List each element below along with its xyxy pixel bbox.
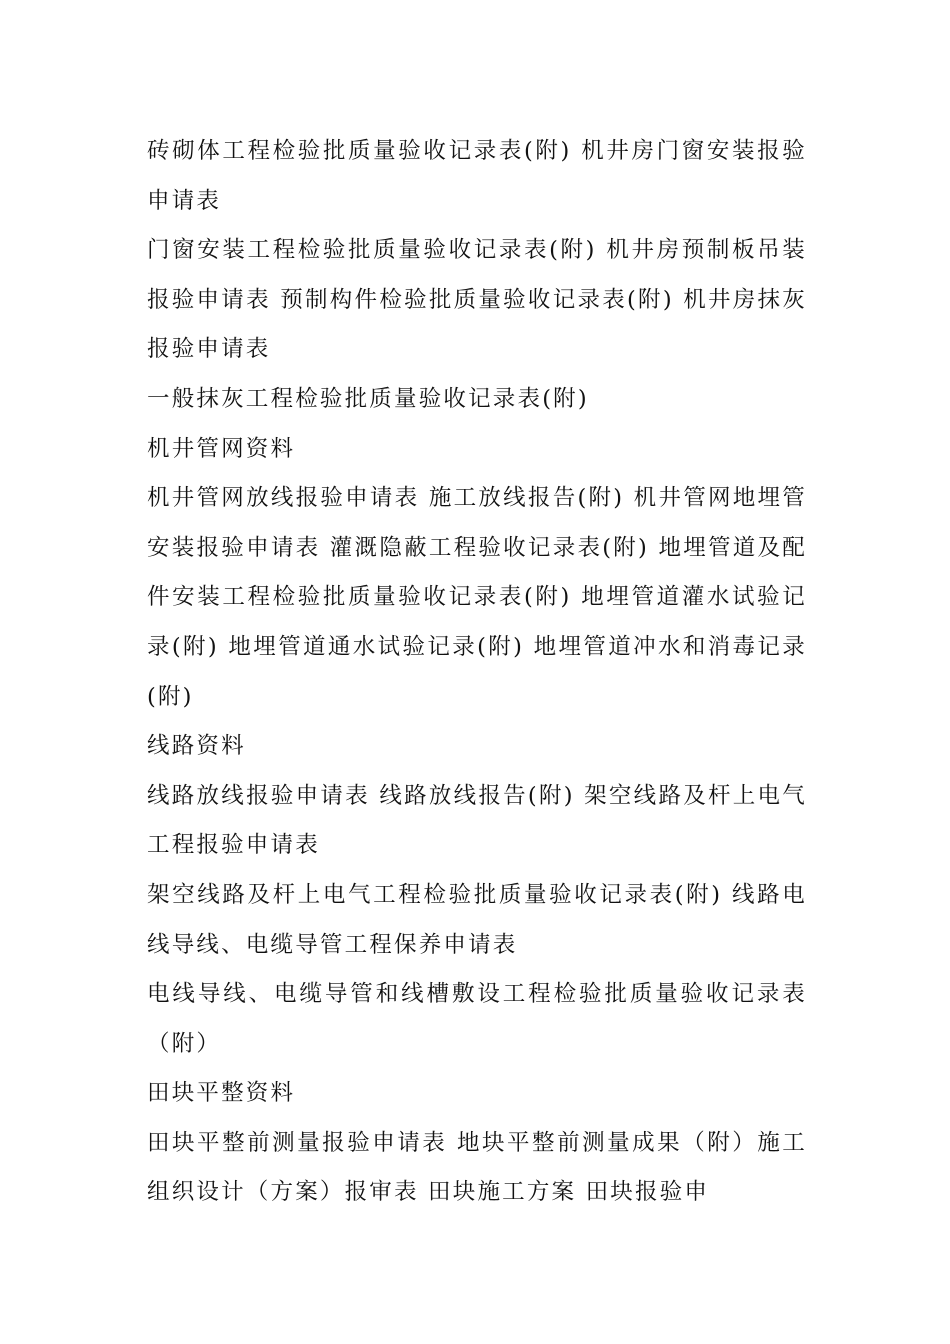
paragraph-cable-conduit-records: 电线导线、电缆导管和线槽敷设工程检验批质量验收记录表（附） — [147, 981, 807, 1057]
paragraph-overhead-line-records: 架空线路及杆上电气工程检验批质量验收记录表(附) 线路电线导线、电缆导管工程保养申请表 — [147, 881, 807, 958]
section-heading-well-pipe-network: 机井管网资料 — [147, 435, 296, 462]
paragraph-well-pipe-network-records: 机井管网放线报验申请表 施工放线报告(附) 机井管网地埋管安装报验申请表 灌溉隐蔽工程验收记录表(附) 地埋管道及配件安装工程检验批质量验收记录表(附) 地埋管道灌水试验记录(附) 地埋管道通水试验记录(附) 地埋管道冲水和消毒记录(附) — [147, 485, 807, 710]
paragraph-field-leveling-records: 田块平整前测量报验申请表 地块平整前测量成果（附）施工组织设计（方案）报审表 田块施工方案 田块报验申 — [147, 1129, 807, 1206]
paragraph-line-layout-records: 线路放线报验申请表 线路放线报告(附) 架空线路及杆上电气工程报验申请表 — [147, 782, 807, 859]
document-body — [147, 127, 807, 1218]
paragraph-door-window-records: 门窗安装工程检验批质量验收记录表(附) 机井房预制板吊装报验申请表 预制构件检验批质量验收记录表(附) 机井房抹灰报验申请表 — [147, 237, 807, 363]
paragraph-plastering-records: 一般抹灰工程检验批质量验收记录表(附) — [147, 385, 589, 412]
section-heading-field-leveling: 田块平整资料 — [147, 1080, 296, 1107]
section-heading-power-lines: 线路资料 — [147, 733, 246, 760]
paragraph-masonry-records: 砖砌体工程检验批质量验收记录表(附) 机井房门窗安装报验申请表 — [147, 138, 807, 214]
